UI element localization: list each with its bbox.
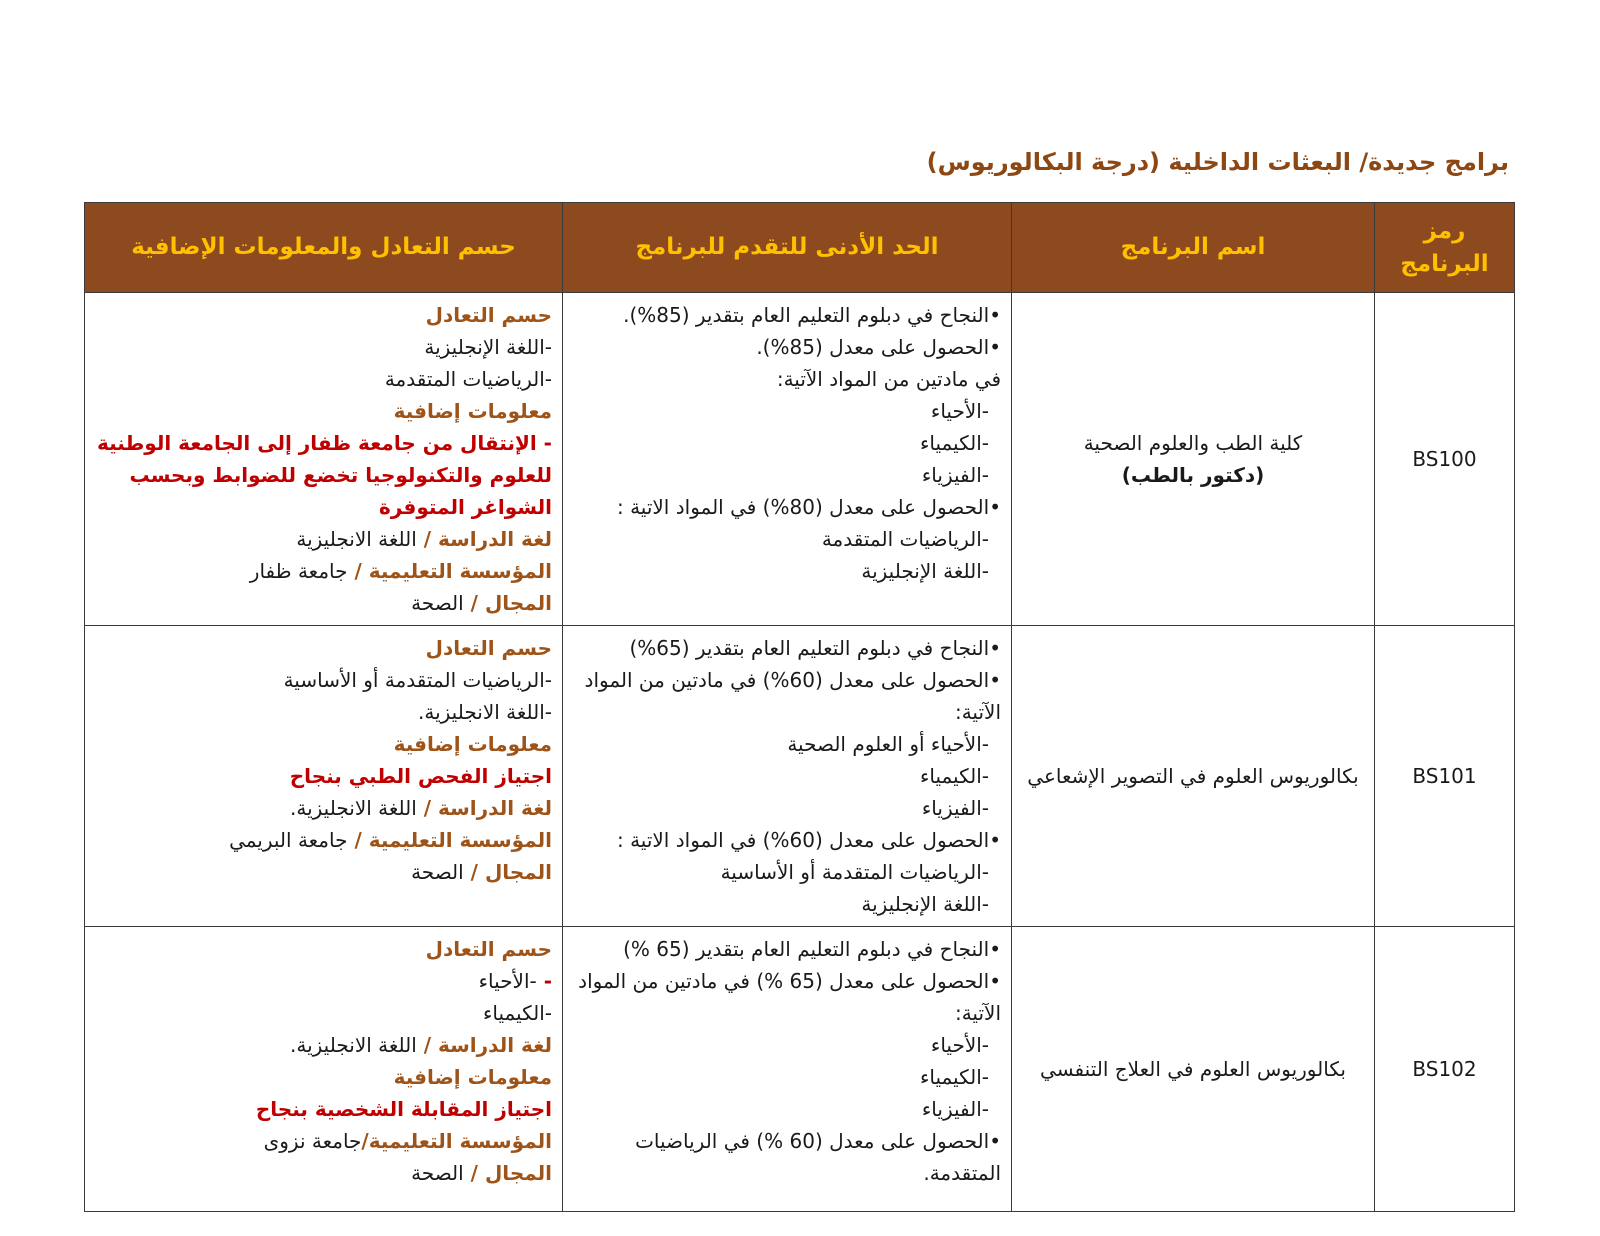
tiebreak-text-label: لغة الدراسة /: [416, 1033, 552, 1057]
tiebreak-text-red: الشواغر المتوفرة: [379, 495, 552, 519]
tiebreak-line: [95, 587, 552, 619]
tiebreak-line: [95, 1157, 552, 1189]
tiebreak-text-plain: الصحة: [411, 1161, 464, 1185]
tiebreak-text-plain: جامعة ظفار: [249, 559, 348, 583]
tiebreak-text-red: - الإنتقال من جامعة ظفار إلى الجامعة الوطنية: [97, 431, 552, 455]
tiebreak-line: [95, 824, 552, 856]
tiebreak-line: [95, 933, 552, 965]
tiebreak-line: [95, 856, 552, 888]
column-header-code: رمز البرنامج: [1375, 203, 1515, 293]
requirement-line: -الفيزياء: [921, 1097, 989, 1121]
requirement-line: -الكيمياء: [919, 764, 989, 788]
tiebreak-text-red: اجتياز الفحص الطبي بنجاح: [289, 764, 552, 788]
requirement-line: الآتية:: [954, 1001, 1001, 1025]
tiebreak-text-label: المؤسسة التعليمية /: [347, 828, 552, 852]
requirement-line: -اللغة الإنجليزية: [861, 559, 989, 583]
tiebreak-line: [95, 491, 552, 523]
tiebreak-line: [95, 664, 552, 696]
tiebreak-text-plain: -الأحياء: [478, 969, 537, 993]
requirement-line: -الكيمياء: [919, 431, 989, 455]
tiebreak-line: [95, 363, 552, 395]
requirement-line: -الرياضيات المتقدمة: [821, 527, 989, 551]
program-name-cell: [1012, 626, 1375, 927]
programs-table: [84, 202, 1515, 1212]
tiebreak-text-label: لغة الدراسة /: [416, 796, 552, 820]
tiebreak-text-label: حسم التعادل: [425, 636, 552, 660]
tiebreak-line: [95, 523, 552, 555]
requirement-line: •النجاح في دبلوم التعليم العام بتقدير (65 %): [623, 937, 1001, 961]
requirement-line: •الحصول على معدل (80%) في المواد الاتية :: [616, 495, 1001, 519]
tiebreak-line: [95, 331, 552, 363]
tiebreak-line: [95, 1029, 552, 1061]
requirement-line: •الحصول على معدل (65 %) في مادتين من المواد: [578, 969, 1001, 993]
requirement-line: -الأحياء: [930, 399, 989, 423]
program-code: BS102: [1375, 927, 1515, 1212]
tiebreak-text-plain: -الرياضيات المتقدمة أو الأساسية: [283, 668, 552, 692]
tiebreak-text-label: معلومات إضافية: [393, 399, 552, 423]
tiebreak-text-plain: اللغة الانجليزية: [296, 527, 417, 551]
requirement-line: •الحصول على معدل (85%).: [756, 335, 1001, 359]
requirement-line: •الحصول على معدل (60 %) في الرياضيات: [635, 1129, 1001, 1153]
tiebreak-line: [95, 792, 552, 824]
column-header-tiebreak: حسم التعادل والمعلومات الإضافية: [85, 203, 563, 293]
requirement-line: -الأحياء أو العلوم الصحية: [787, 732, 989, 756]
program-name-line: (دكتور بالطب): [1121, 463, 1265, 487]
requirement-line: -الرياضيات المتقدمة أو الأساسية: [720, 860, 989, 884]
requirement-line: المتقدمة.: [923, 1161, 1001, 1185]
tiebreak-text-label: معلومات إضافية: [393, 1065, 552, 1089]
requirement-line: •الحصول على معدل (60%) في المواد الاتية :: [616, 828, 1001, 852]
tiebreak-line: [95, 459, 552, 491]
requirement-line: في مادتين من المواد الآتية:: [776, 367, 1001, 391]
requirement-line: -الأحياء: [930, 1033, 989, 1057]
tiebreak-text-plain: -اللغة الانجليزية.: [418, 700, 552, 724]
tiebreak-line: [95, 632, 552, 664]
tiebreak-text-label: المجال /: [463, 591, 552, 615]
tiebreak-cell: [85, 927, 563, 1212]
program-code: BS101: [1375, 626, 1515, 927]
tiebreak-text-plain: -الرياضيات المتقدمة: [384, 367, 552, 391]
tiebreak-text-label: المجال /: [463, 860, 552, 884]
tiebreak-line: [95, 728, 552, 760]
tiebreak-line: [95, 1125, 552, 1157]
program-name-line: بكالوريوس العلوم في العلاج التنفسي: [1040, 1057, 1346, 1081]
tiebreak-text-label: حسم التعادل: [425, 937, 552, 961]
tiebreak-text-label: المجال /: [463, 1161, 552, 1185]
tiebreak-cell: [85, 626, 563, 927]
tiebreak-line: [95, 997, 552, 1029]
program-name-cell: [1012, 293, 1375, 626]
tiebreak-line: [95, 555, 552, 587]
tiebreak-text-label: المؤسسة التعليمية/: [361, 1129, 552, 1153]
tiebreak-text-plain: اللغة الانجليزية.: [290, 796, 417, 820]
table-row: [85, 927, 1515, 1212]
tiebreak-line: [95, 965, 552, 997]
tiebreak-text-plain: جامعة نزوى: [263, 1129, 362, 1153]
column-header-name: اسم البرنامج: [1012, 203, 1375, 293]
tiebreak-cell: [85, 293, 563, 626]
tiebreak-text-red: -: [536, 969, 552, 993]
program-name-line: كلية الطب والعلوم الصحية: [1083, 431, 1303, 455]
requirement-line: -الكيمياء: [919, 1065, 989, 1089]
requirements-cell: [563, 626, 1012, 927]
tiebreak-text-plain: جامعة البريمي: [229, 828, 348, 852]
tiebreak-text-plain: -اللغة الإنجليزية: [424, 335, 552, 359]
program-name-cell: [1012, 927, 1375, 1212]
requirement-line: -الفيزياء: [921, 796, 989, 820]
table-header-row: [85, 203, 1515, 293]
tiebreak-line: [95, 1093, 552, 1125]
column-header-requirements: الحد الأدنى للتقدم للبرنامج: [563, 203, 1012, 293]
program-code: BS100: [1375, 293, 1515, 626]
table-row: [85, 293, 1515, 626]
tiebreak-text-plain: الصحة: [411, 591, 464, 615]
page-title: برامج جديدة/ البعثات الداخلية (درجة البكالوريوس): [926, 148, 1509, 176]
tiebreak-text-red: اجتياز المقابلة الشخصية بنجاح: [255, 1097, 552, 1121]
header-row: [85, 203, 1515, 293]
requirements-cell: [563, 927, 1012, 1212]
requirement-line: -اللغة الإنجليزية: [861, 892, 989, 916]
tiebreak-text-red: للعلوم والتكنولوجيا تخضع للضوابط وبحسب: [129, 463, 552, 487]
tiebreak-line: [95, 696, 552, 728]
program-name-line: بكالوريوس العلوم في التصوير الإشعاعي: [1027, 764, 1359, 788]
tiebreak-line: [95, 1061, 552, 1093]
tiebreak-text-label: لغة الدراسة /: [416, 527, 552, 551]
tiebreak-text-plain: الصحة: [411, 860, 464, 884]
tiebreak-text-plain: اللغة الانجليزية.: [290, 1033, 417, 1057]
tiebreak-text-label: حسم التعادل: [425, 303, 552, 327]
tiebreak-text-label: المؤسسة التعليمية /: [347, 559, 552, 583]
requirement-line: الآتية:: [954, 700, 1001, 724]
tiebreak-text-plain: -الكيمياء: [482, 1001, 552, 1025]
requirement-line: -الفيزياء: [921, 463, 989, 487]
tiebreak-text-label: معلومات إضافية: [393, 732, 552, 756]
tiebreak-line: [95, 427, 552, 459]
requirements-cell: [563, 293, 1012, 626]
requirement-line: •النجاح في دبلوم التعليم العام بتقدير (65%): [629, 636, 1001, 660]
requirement-line: •النجاح في دبلوم التعليم العام بتقدير (85%).: [623, 303, 1001, 327]
table-body: [85, 293, 1515, 1212]
tiebreak-line: [95, 299, 552, 331]
requirement-line: •الحصول على معدل (60%) في مادتين من المواد: [584, 668, 1001, 692]
tiebreak-line: [95, 760, 552, 792]
tiebreak-line: [95, 395, 552, 427]
table-row: [85, 626, 1515, 927]
